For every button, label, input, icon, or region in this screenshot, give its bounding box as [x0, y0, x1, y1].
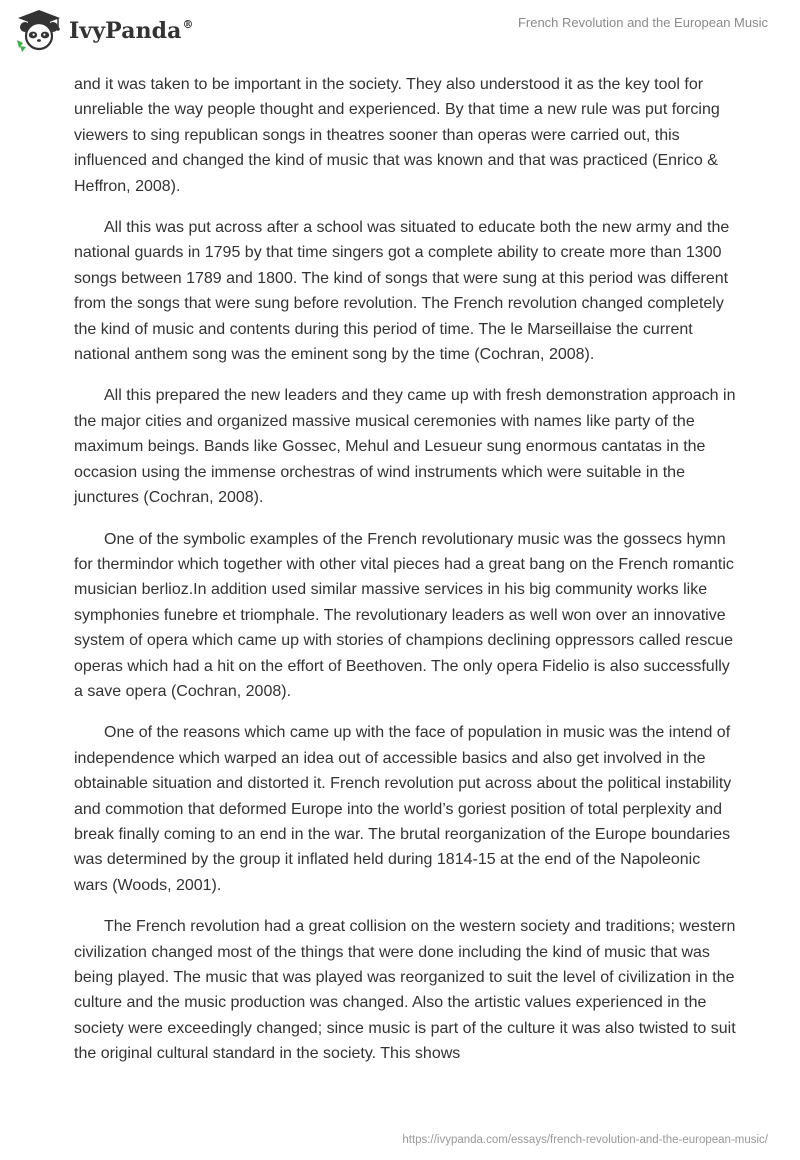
- paragraph-1: and it was taken to be important in the society. They also understood it as the key tool for unreliable the way people thought and experienced. By that time a new rule was put forcing viewers to sing republican songs in theatres sooner than operas were carried out, this influenced and changed the kind of music that was known and that was practiced (Enrico & Heffron, 2008).: [74, 76, 720, 195]
- panda-graduate-icon: [14, 8, 64, 52]
- paragraph-4: One of the symbolic examples of the French revolutionary music was the gossecs hymn for thermindor which together with other vital pieces had a great bang on the French romantic musician berlioz.In addition used similar massive services in his big community works like symphonies funebre et triomphale. The revolutionary leaders as well won over an innovative system of opera which came up with stories of champions declining oppressors called rescue operas which had a hit on the effort of Beethoven. The only opera Fidelio is also successfully a save opera (Cochran, 2008).: [74, 530, 734, 700]
- paragraph-5: One of the reasons which came up with the face of population in music was the intend of independence which warped an idea out of accessible basics and also get involved in the obtainable situation and distorted it. French revolution put across about the political instability and commotion that deformed Europe into the world’s goriest position of total perplexity and break finally coming to an end in the war. The brutal reorganization of the Europe boundaries was determined by the group it inflated held during 1814-15 at the end of the Napoleonic wars (Woods, 2001).: [74, 724, 732, 894]
- paragraph-3: All this prepared the new leaders and they came up with fresh demonstration approach in the major cities and organized massive musical ceremonies with names like party of the maximum beings. Bands like Gossec, Mehul and Lesueur sung enormous cantatas in the occasion using the immense orchestras of wind instruments which were suitable in the junctures (Cochran, 2008).: [74, 387, 736, 507]
- essay-body: [74, 72, 738, 1083]
- paragraph-6: The French revolution had a great collision on the western society and traditions; western civilization changed most of the things that were done including the kind of music that was being played. The music that was played was reorganized to suit the level of civilization in the culture and the music production was changed. Also the artistic values experienced in the society were exceedingly changed; since music is part of the culture it was also twisted to suit the original cultural standard in the society. This shows: [74, 918, 736, 1063]
- document-title: French Revolution and the European Music: [517, 15, 768, 30]
- brand-name-text: IvyPanda: [69, 17, 182, 44]
- page-header: [0, 0, 800, 64]
- brand-name: [69, 19, 194, 42]
- paragraph-2: All this was put across after a school was situated to educate both the new army and the national guards in 1795 by that time singers got a complete ability to create more than 1300 songs between 1789 and 1800. The kind of songs that were sung at this period was different from the songs that were sung before revolution. The French revolution changed completely the kind of music and contents during this period of time. The le Marseillaise the current national anthem song was the eminent song by the time (Cochran, 2008).: [74, 219, 730, 364]
- ivypanda-logo[interactable]: [14, 8, 194, 52]
- source-url[interactable]: https://ivypanda.com/essays/french-revolution-and-the-european-music/: [402, 1134, 768, 1146]
- registered-mark: ®: [182, 17, 194, 31]
